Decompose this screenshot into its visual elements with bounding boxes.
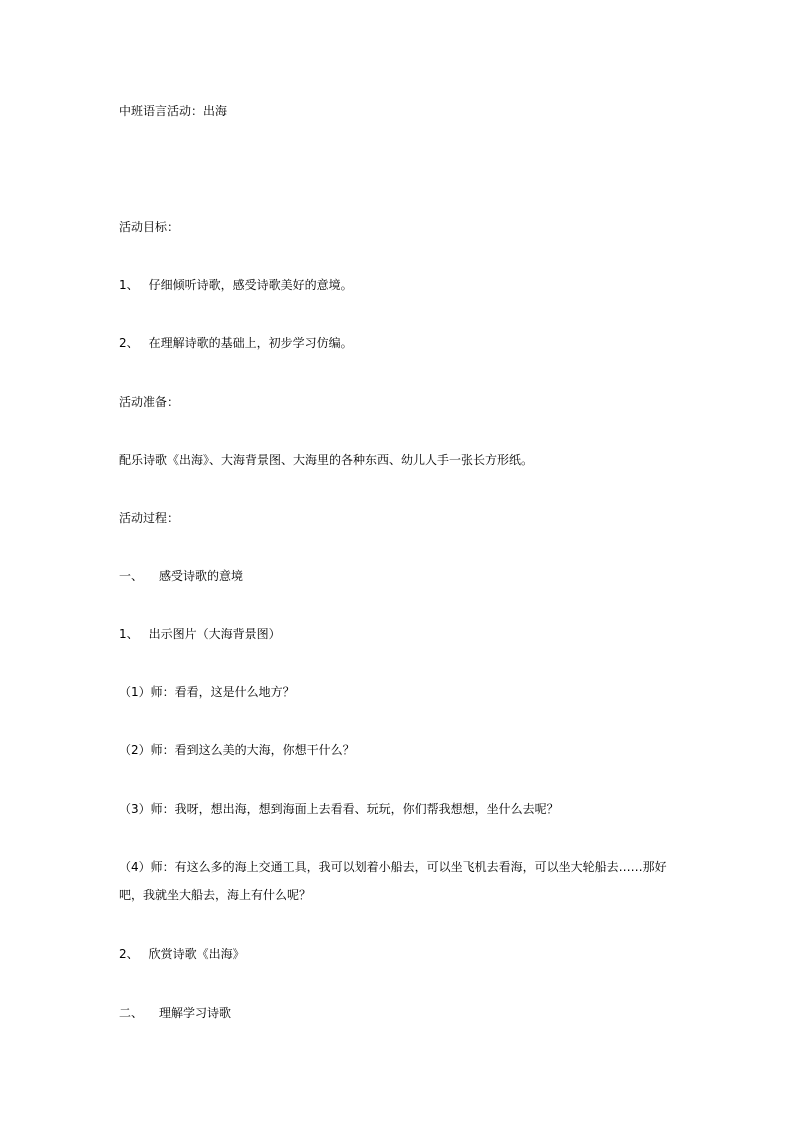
step-number: 1、 (119, 627, 139, 641)
step-item (119, 626, 689, 642)
goals-heading: 活动目标： (119, 220, 180, 234)
prep-text: 配乐诗歌《出海》、大海背景图、大海里的各种东西、幼儿人手一张长方形纸。 (119, 453, 534, 467)
step-text: 欣赏诗歌《出海》 (148, 947, 245, 961)
section-number: 二、 (119, 1006, 144, 1020)
step-text: 出示图片（大海背景图） (148, 627, 281, 641)
question-item: （4）师：有这么多的海上交通工具，我可以划着小船去，可以坐飞机去看海，可以坐大轮船去……那好吧，我就坐大船去，海上有什么呢？ (119, 860, 667, 902)
question-item: （1）师：看看，这是什么地方？ (119, 685, 295, 699)
goal-text: 仔细倾听诗歌，感受诗歌美好的意境。 (148, 278, 353, 292)
goal-item (119, 335, 689, 351)
goal-item (119, 277, 689, 293)
section-number: 一、 (119, 569, 144, 583)
goal-number: 2、 (119, 336, 139, 350)
goal-text: 在理解诗歌的基础上，初步学习仿编。 (148, 336, 353, 350)
section-text: 感受诗歌的意境 (159, 569, 244, 583)
goal-number: 1、 (119, 278, 139, 292)
step-item (119, 946, 689, 962)
section-heading (119, 1005, 689, 1021)
document-title: 中班语言活动：出海 (119, 104, 228, 118)
step-number: 2、 (119, 947, 139, 961)
section-heading (119, 568, 689, 584)
section-text: 理解学习诗歌 (159, 1006, 232, 1020)
process-heading: 活动过程： (119, 511, 180, 525)
question-item: （3）师：我呀，想出海，想到海面上去看看、玩玩，你们帮我想想，坐什么去呢？ (119, 802, 559, 816)
prep-heading: 活动准备： (119, 395, 180, 409)
question-item: （2）师：看到这么美的大海，你想干什么？ (119, 743, 355, 757)
